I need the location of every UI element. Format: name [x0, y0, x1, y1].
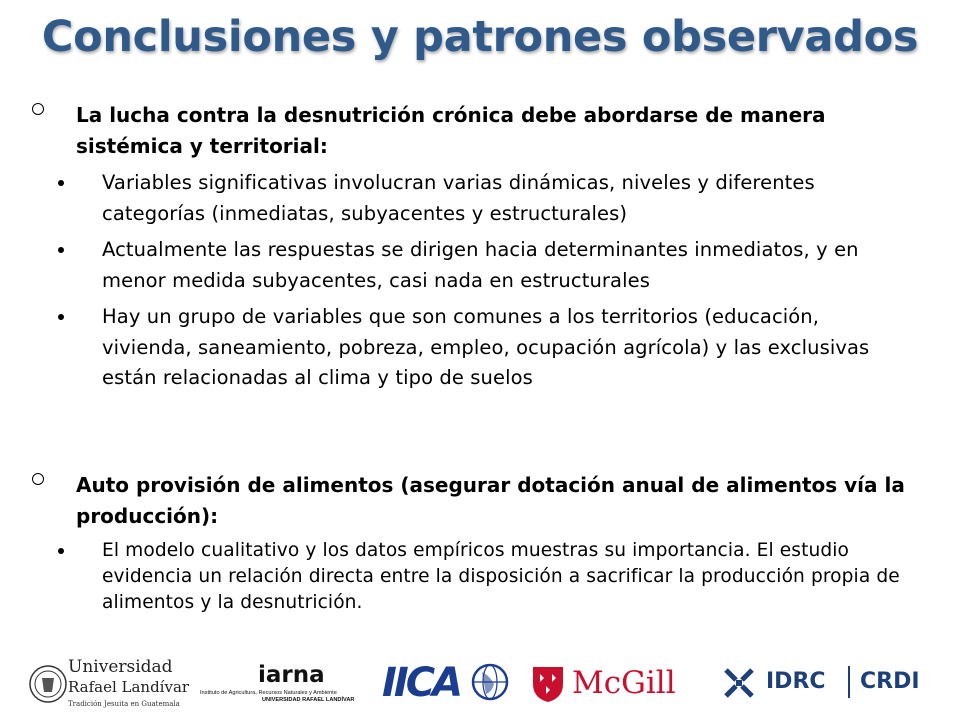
- url-name2: Rafael Landívar: [68, 678, 190, 696]
- list-item-text: Variables significativas involucran varias dinámicas, niveles y diferentes categorías (inmediatas, subyacentes y estructurales): [102, 171, 815, 225]
- iarna-logo: [198, 662, 353, 712]
- list-item: [102, 302, 912, 394]
- globe-icon: [470, 662, 510, 702]
- list-item-text: El modelo cualitativo y los datos empíricos muestras su importancia. El estudio evidencia un relación directa entre la disposición a sacrificar la producción propia de alimentos y la desnutrición.: [102, 540, 900, 613]
- idrc-emblem-icon: [722, 666, 756, 700]
- crdi-name: CRDI: [860, 669, 920, 694]
- section-desnutricion: [32, 100, 912, 394]
- list-item-text: Hay un grupo de variables que son comunes a los territorios (educación, vivienda, saneamiento, pobreza, empleo, ocupación agrícola) y las exclusivas están relacionadas al clima y tipo de suelos: [102, 305, 870, 389]
- url-logo: [28, 654, 188, 716]
- iarna-line2: UNIVERSIDAD RAFAEL LANDÍVAR: [262, 697, 355, 703]
- list-item: [102, 235, 912, 296]
- iarna-name: iarna: [258, 662, 325, 688]
- circle-bullet-icon: [32, 103, 44, 115]
- url-name1: Universidad: [68, 657, 173, 677]
- section-heading: Auto provisión de alimentos (asegurar dotación anual de alimentos vía la producción):: [76, 473, 905, 528]
- logo-bar: [0, 648, 960, 720]
- list-item: [102, 168, 912, 229]
- mcgill-shield-icon: [530, 664, 566, 704]
- mcgill-name: McGill: [572, 665, 676, 701]
- iica-name: IICA: [382, 660, 461, 706]
- bullet-dot-icon: [58, 314, 64, 320]
- bullet-dot-icon: [58, 180, 64, 186]
- section-heading: La lucha contra la desnutrición crónica debe abordarse de manera sistémica y territorial:: [76, 103, 826, 158]
- list-item-text: Actualmente las respuestas se dirigen hacia determinantes inmediatos, y en menor medida subyacentes, casi nada en estructurales: [102, 238, 859, 292]
- url-tagline: Tradición Jesuita en Guatemala: [68, 700, 180, 708]
- list-item: [102, 538, 912, 616]
- iica-logo: [382, 658, 512, 712]
- idrc-name: IDRC: [766, 669, 826, 694]
- section-autoprovision: [32, 470, 912, 616]
- idrc-logo: [722, 664, 937, 704]
- bullet-dot-icon: [58, 247, 64, 253]
- circle-bullet-icon: [32, 473, 44, 485]
- iarna-line1: Instituto de Agricultura, Recursos Naturales y Ambiente: [200, 690, 337, 696]
- mcgill-logo: [530, 660, 710, 710]
- logo-divider: [848, 666, 850, 698]
- bullet-dot-icon: [58, 548, 64, 554]
- slide-title: Conclusiones y patrones observados: [41, 12, 919, 62]
- url-seal-icon: [28, 658, 68, 710]
